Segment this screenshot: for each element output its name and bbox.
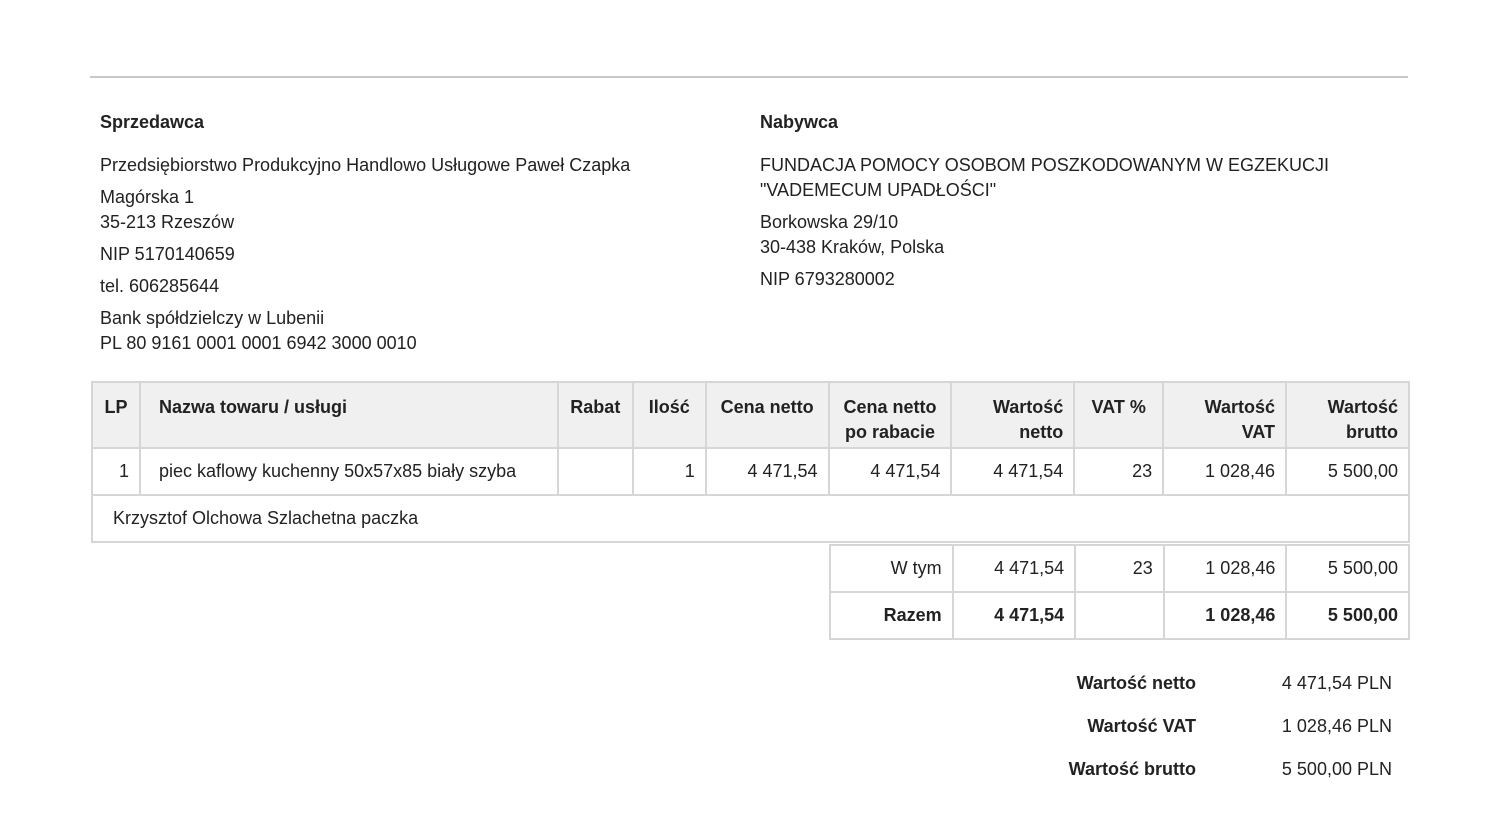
cell-lp: 1 — [92, 448, 140, 495]
buyer-city: 30-438 Kraków, Polska — [760, 237, 945, 257]
cell-net-price-discounted: 4 471,54 — [829, 448, 952, 495]
top-divider — [90, 76, 1408, 78]
cell-discount — [558, 448, 633, 495]
seller-street: Magórska 1 — [100, 187, 195, 207]
totals-vat-row — [1040, 705, 1400, 748]
cell-name: piec kaflowy kuchenny 50x57x85 biały szyba — [140, 448, 558, 495]
cell-net-price: 4 471,54 — [706, 448, 829, 495]
totals-net-value: 4 471,54 PLN — [1281, 673, 1392, 693]
buyer-heading: Nabywca — [760, 112, 839, 132]
items-table — [91, 381, 1410, 543]
col-net-price-discounted — [829, 382, 952, 448]
buyer-nip: NIP 6793280002 — [760, 269, 895, 289]
summary-including-net: 4 471,54 — [953, 545, 1076, 592]
summary-total-vat-pct — [1075, 592, 1164, 639]
totals-gross-row — [1040, 748, 1400, 791]
buyer-name-line2: "VADEMECUM UPADŁOŚCI" — [760, 180, 997, 200]
summary-including-vat: 1 028,46 — [1164, 545, 1287, 592]
seller-name: Przedsiębiorstwo Produkcyjno Handlowo Usługowe Paweł Czapka — [100, 155, 631, 175]
seller-section — [100, 110, 720, 356]
seller-account: PL 80 9161 0001 0001 6942 3000 0010 — [100, 333, 417, 353]
summary-total-gross: 5 500,00 — [1286, 592, 1409, 639]
col-vat-value-line1: Wartość — [1204, 397, 1276, 417]
cell-gross-value: 5 500,00 — [1286, 448, 1409, 495]
summary-total-row — [830, 592, 1409, 639]
summary-including-row — [830, 545, 1409, 592]
buyer-section — [760, 110, 1400, 292]
summary-including-vat-pct: 23 — [1075, 545, 1164, 592]
summary-table — [829, 544, 1410, 640]
summary-including-gross: 5 500,00 — [1286, 545, 1409, 592]
summary-total-net: 4 471,54 — [953, 592, 1076, 639]
col-vat-pct: VAT % — [1074, 382, 1163, 448]
cell-net-value: 4 471,54 — [951, 448, 1074, 495]
seller-heading: Sprzedawca — [100, 112, 205, 132]
totals-net-label: Wartość netto — [1076, 673, 1196, 693]
summary-total-label: Razem — [830, 592, 953, 639]
col-net-price-discounted-line1: Cena netto — [843, 397, 937, 417]
totals-section — [1040, 662, 1400, 791]
table-note-row — [92, 495, 1409, 542]
totals-vat-label: Wartość VAT — [1087, 716, 1196, 736]
cell-qty: 1 — [633, 448, 706, 495]
col-qty: Ilość — [633, 382, 706, 448]
seller-city: 35-213 Rzeszów — [100, 212, 235, 232]
summary-including-label: W tym — [830, 545, 953, 592]
col-net-price-discounted-line2: po rabacie — [844, 422, 936, 442]
cell-vat-pct: 23 — [1074, 448, 1163, 495]
seller-nip: NIP 5170140659 — [100, 244, 235, 264]
col-net-value — [951, 382, 1074, 448]
col-net-value-line1: Wartość — [992, 397, 1064, 417]
table-row — [92, 448, 1409, 495]
totals-gross-label: Wartość brutto — [1068, 759, 1196, 779]
buyer-street: Borkowska 29/10 — [760, 212, 899, 232]
totals-vat-value: 1 028,46 PLN — [1281, 716, 1392, 736]
col-net-price: Cena netto — [706, 382, 829, 448]
col-gross-value-line1: Wartość — [1327, 397, 1398, 417]
totals-net-row — [1040, 662, 1400, 705]
col-net-value-line2: netto — [1019, 422, 1064, 442]
seller-bank: Bank spółdzielczy w Lubenii — [100, 308, 325, 328]
seller-phone: tel. 606285644 — [100, 276, 220, 296]
col-gross-value-line2: brutto — [1346, 422, 1398, 442]
col-vat-value — [1163, 382, 1286, 448]
col-name: Nazwa towaru / usługi — [140, 382, 558, 448]
cell-note: Krzysztof Olchowa Szlachetna paczka — [92, 495, 1409, 542]
cell-vat-value: 1 028,46 — [1163, 448, 1286, 495]
col-discount: Rabat — [558, 382, 633, 448]
totals-gross-value: 5 500,00 PLN — [1281, 759, 1392, 779]
col-vat-value-line2: VAT — [1241, 422, 1276, 442]
buyer-name-line1: FUNDACJA POMOCY OSOBOM POSZKODOWANYM W EGZEKUCJI — [760, 155, 1330, 175]
table-header-row — [92, 382, 1409, 448]
summary-total-vat: 1 028,46 — [1164, 592, 1287, 639]
col-lp: LP — [92, 382, 140, 448]
col-gross-value — [1286, 382, 1409, 448]
